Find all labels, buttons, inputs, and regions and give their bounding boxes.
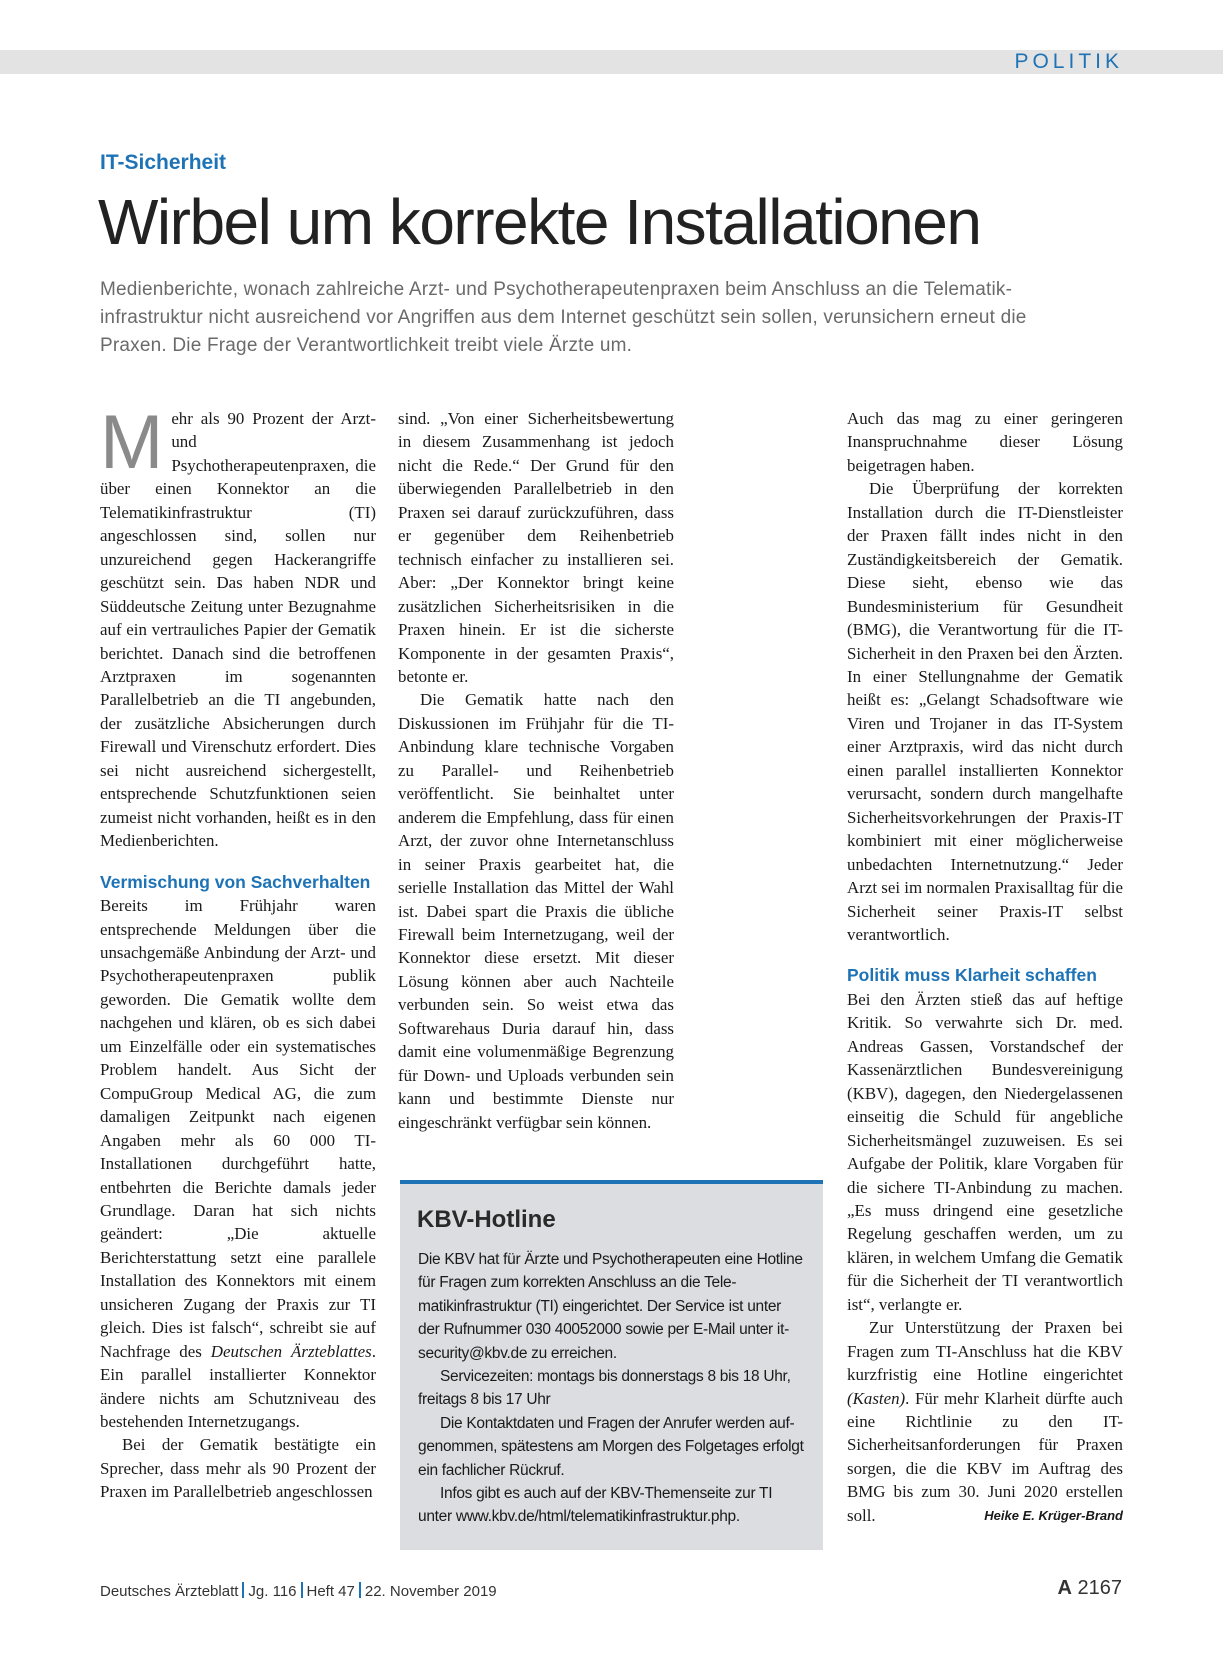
- article-headline: Wirbel um korrekte Installationen: [98, 186, 981, 258]
- paragraph: [847, 477, 1123, 946]
- page-number: [1057, 1577, 1122, 1600]
- paragraph-text: Auch das mag zu einer geringeren Inanspruchnahme dieser Lösung beigetragen haben.: [847, 409, 1123, 475]
- info-box-paragraph: Die Kontaktdaten und Fragen der Anrufer werden aufgenommen, spätestens am Morgen des Folgetages erfolgt ein fachlicher Rückruf.: [418, 1414, 804, 1479]
- paragraph-text: Bereits im Frühjahr waren entsprechende Meldungen über die unsachgemäße Anbindung der Arzt- und Psychotherapeutenpraxen publik geworden. Die Gematik wollte dem nachgehen und klären, ob es sich dabei um Einzelfälle oder ein systematisches Problem handelt. Aus Sicht der CompuGroup Medical AG, die zum damaligen Zeitpunkt nach eigenen Angaben mehr als 60 000 TI-Installationen durchgeführt hatte, entbehrten die Berichte damals jeder Grundlage. Daran hat sich nichts geändert: „Die aktuelle Berichterstattung setzt eine parallele Installation des Konnektors mit einem unsicheren Zugang der Praxis zur TI gleich. Dies ist falsch“, schreibt sie auf Nachfrage des: [100, 896, 376, 1361]
- article-lead: Medienberichte, wonach zahlreiche Arzt- und Psychotherapeutenpraxen beim Anschluss an die Telematikinfrastruktur nicht ausreichend vor Angriffen aus dem Internet geschützt sein sollen, verunsichern erneut die Praxen. Die Frage der Verantwortlichkeit treibt viele Ärzte um.: [100, 279, 1027, 356]
- paragraph: [100, 894, 376, 1433]
- separator: [242, 1582, 244, 1598]
- column-1: [100, 400, 376, 1504]
- paragraph: [100, 1433, 376, 1503]
- paragraph-text: Bei der Gematik bestätigte ein Sprecher, dass mehr als 90 Prozent der Praxen im Parallelbetrieb angeschlossen: [100, 1435, 376, 1502]
- paragraph-text: ehr als 90 Prozent der Arzt- und Psychotherapeutenpraxen, die über einen Konnektor an die Telematikinfrastruktur (TI) angeschlossen sind, sollen nur unzureichend gegen Hackerangriffe geschützt sein. Das haben NDR und Süddeutsche Zeitung unter Bezugnahme auf ein vertrauliches Papier der Gematik berichtet. Danach sind die betroffenen Arztpraxen im sogenannten Parallelbetrieb an die TI angebunden, der zusätzliche Absicherungen durch Firewall und Virenschutz erfordert. Dies sei nicht ausreichend sichergestellt, entsprechende Schutzfunktionen seien zumeist nicht vorhanden, heißt es in den Medienberichten.: [100, 409, 376, 851]
- paragraph-text: Bei den Ärzten stieß das auf heftige Kritik. So verwahrte sich Dr. med. Andreas Gassen, Vorstandschef der Kassenärztlichen Bundesvereinigung (KBV), dagegen, den Niedergelassenen einseitig die Schuld für angebliche Sicherheitsmängel zuzuweisen. Es sei Aufgabe der Politik, klare Vorgaben für die sichere TI-Anbindung zu machen. „Es muss dringend eine gesetzliche Regelung geschaffen werden, um zu klären, in welchem Umfang die Gematik für die Sicherheit der TI verantwortlich ist“, verlangte er.: [847, 989, 1123, 1314]
- page-number-value: 2167: [1077, 1577, 1122, 1599]
- paragraph-text: . Für mehr Klarheit dürfte auch eine Richtlinie zu den IT-Sicherheitsanforderungen für Praxen sorgen, die die KBV im Auftrag des BMG bis zum 30. Juni 2020 erstellen soll.: [847, 1388, 1123, 1525]
- footer-citation: [100, 1582, 497, 1600]
- paragraph-text: . Ein parallel installierter Konnektor ändere nichts am Schutzniveau des bestehenden Internetzugangs.: [100, 1341, 376, 1432]
- info-box-paragraph: Servicezeiten: montags bis donnerstags 8 bis 18 Uhr, freitags 8 bis 17 Uhr: [418, 1368, 791, 1409]
- paragraph: [847, 988, 1123, 1316]
- issue: Heft 47: [306, 1583, 355, 1600]
- journal-name: Deutsches Ärzteblatt: [100, 1583, 239, 1600]
- column-2: [398, 407, 674, 1134]
- paragraph: [100, 400, 376, 853]
- paragraph: Die Gematik hatte nach den Diskussionen im Frühjahr für die TI-Anbindung klare technische Vorgaben zu Parallel- und Reihenbetrieb veröffentlicht. Sie beinhaltet unter anderem die Empfehlung, dass für einen Arzt, der zuvor ohne Internetanschluss in seiner Praxis gearbeitet hat, die serielle Installation das Mittel der Wahl ist. Dabei spart die Praxis die übliche Firewall beim Internetzugang, weil der Konnektor diese ersetzt. Mit dieser Lösung können aber auch Nachteile verbunden sein. So weist etwa das Softwarehaus Duria darauf hin, dass damit eine volumenmäßige Begrenzung für Down- und Uploads verbunden sein kann und bestimmte Dienste nur eingeschränkt verfügbar sein können.: [398, 690, 674, 1132]
- info-box-paragraph: Infos gibt es auch auf der KBV-Themenseite zur TI unter www.kbv.de/html/telematikinfrastruktur.php.: [418, 1485, 773, 1526]
- paragraph: sind. „Von einer Sicherheitsbewertung in diesem Zusammenhang ist jedoch nicht die Rede.“ Der Grund für den überwiegenden Parallelbetrieb in den Praxen sei darauf zurückzuführen, dass er gegenüber dem Reihenbetrieb technisch einfacher zu installieren sei. Aber: „Der Konnektor bringt keine zusätzlichen Sicherheitsrisiken in die Praxen hinein. Er ist die sicherste Komponente in der gesamten Praxis“, betonte er.: [398, 409, 674, 686]
- volume: Jg. 116: [248, 1583, 297, 1600]
- publication-name: Deutschen Ärzteblattes: [210, 1341, 372, 1361]
- issue-date: 22. November 2019: [364, 1583, 497, 1600]
- author-byline: Heike E. Krüger-Brand: [984, 1507, 1123, 1523]
- info-box-paragraph: Die KBV hat für Ärzte und Psychotherapeuten eine Hotline für Fragen zum korrekten Anschluss an die Telematikinfrastruktur (TI) eingerichtet. Der Service ist unter der Rufnummer 030 40052000 sowie per E-Mail unter it-security@kbv.de zu erreichen.: [418, 1251, 803, 1362]
- subheading: Politik muss Klarheit schaffen: [847, 965, 1097, 986]
- column-3: [847, 407, 1123, 1527]
- separator: [301, 1582, 303, 1598]
- paragraph: [847, 1316, 1123, 1527]
- separator: [359, 1582, 361, 1598]
- paragraph-text: Die Überprüfung der korrekten Installation durch die IT-Dienstleister der Praxen fällt indes nicht in den Zuständigkeitsbereich der Gematik. Diese sieht, ebenso wie das Bundesministerium für Gesundheit (BMG), die Verantwortung für die IT-Sicherheit in den Praxen bei den Ärzten. In einer Stellungnahme der Gematik heißt es: „Gelangt Schadsoftware wie Viren und Trojaner in das IT-System einer Arztpraxis, wird das nicht durch einen parallel installierten Konnektor verursacht, sondern durch mangelhafte Sicherheitsvorkehrungen der Praxis-IT kombiniert mit einer möglicherweise unbedachten Internetnutzung.“ Jeder Arzt sei im normalen Praxisalltag für die Sicherheit seiner Praxis-IT selbst verantwortlich.: [847, 479, 1123, 944]
- info-box-title: KBV-Hotline: [417, 1206, 556, 1233]
- page-prefix: A: [1057, 1577, 1072, 1599]
- info-box-hotline: [400, 1180, 823, 1550]
- paragraph: [847, 407, 1123, 477]
- drop-cap: M: [100, 400, 164, 485]
- section-label: POLITIK: [1014, 50, 1123, 73]
- subheading: Vermischung von Sachverhalten: [100, 871, 371, 892]
- article-kicker: IT-Sicherheit: [100, 151, 227, 174]
- box-reference: (Kasten): [847, 1388, 906, 1408]
- paragraph-text: Zur Unterstützung der Praxen bei Fragen zum TI-Anschluss hat die KBV kurzfristig eine Hotline eingerichtet: [847, 1318, 1123, 1385]
